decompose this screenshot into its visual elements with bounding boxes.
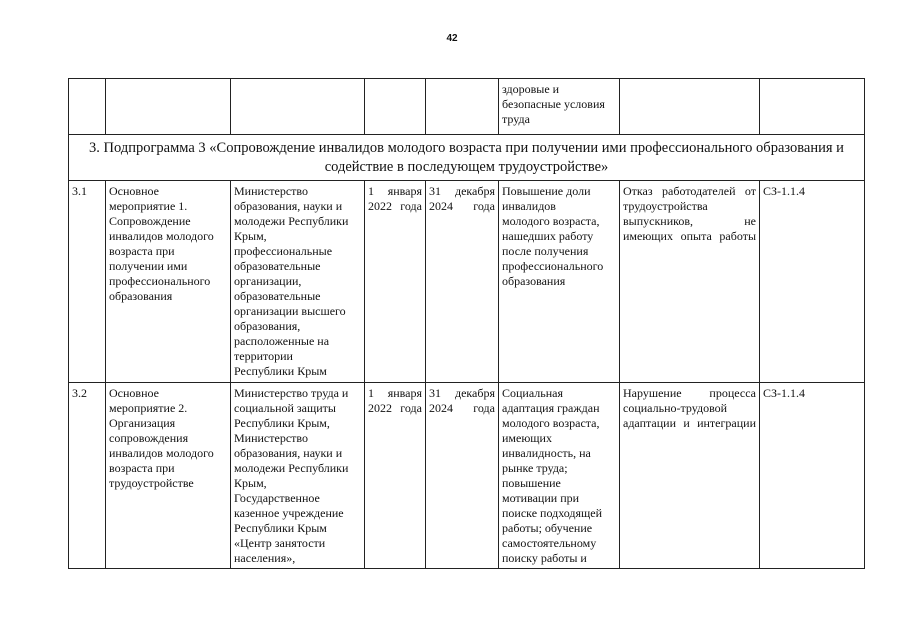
cell-expected-result: Социальная адаптация граждан молодого возраста, имеющих инвалидность, на рынке труда; повышение мотивации при поиске подходящей работы; обучение самостоятельному поиску работы и — [499, 383, 620, 569]
cell-indicator-link — [760, 79, 865, 135]
program-events-table — [68, 78, 865, 569]
cell-executors: Министерство образования, науки и молодежи Республики Крым, профессиональные образовательные организации, образовательные организации высшего образования, расположенные на территории Республики Крым — [231, 181, 365, 383]
cell-event — [106, 79, 231, 135]
cell-executors — [231, 79, 365, 135]
cell-number: 3.2 — [69, 383, 106, 569]
cell-consequences: Отказ работодателей от трудоустройства выпускников, не имеющих опыта работы — [620, 181, 760, 383]
cell-consequences: Нарушение процесса социально-трудовой адаптации и интеграции — [620, 383, 760, 569]
cell-indicator-link: СЗ-1.1.4 — [760, 181, 865, 383]
cell-start-date — [365, 79, 426, 135]
cell-indicator-link: СЗ-1.1.4 — [760, 383, 865, 569]
section-header-row — [69, 135, 865, 181]
cell-start-date: 1 января 2022 года — [365, 383, 426, 569]
cell-number: 3.1 — [69, 181, 106, 383]
cell-end-date: 31 декабря 2024 года — [426, 383, 499, 569]
cell-end-date — [426, 79, 499, 135]
cell-end-date: 31 декабря 2024 года — [426, 181, 499, 383]
table-row-continuation — [69, 79, 865, 135]
cell-event: Основное мероприятие 2. Организация сопровождения инвалидов молодого возраста при трудоустройстве — [106, 383, 231, 569]
cell-expected-result: Повышение доли инвалидов молодого возраста, нашедших работу после получения профессионального образования — [499, 181, 620, 383]
cell-consequences — [620, 79, 760, 135]
table-row — [69, 383, 865, 569]
cell-event: Основное мероприятие 1. Сопровождение инвалидов молодого возраста при получении ими профессионального образования — [106, 181, 231, 383]
cell-expected-result: здоровые и безопасные условия труда — [499, 79, 620, 135]
cell-start-date: 1 января 2022 года — [365, 181, 426, 383]
cell-executors: Министерство труда и социальной защиты Республики Крым, Министерство образования, науки и молодежи Республики Крым, Государственное казенное учреждение Республики Крым «Центр занятости населения», — [231, 383, 365, 569]
page-number: 42 — [446, 33, 458, 44]
table-row — [69, 181, 865, 383]
subprogram-title: 3. Подпрограмма 3 «Сопровождение инвалидов молодого возраста при получении ими профессионального образования и содействие в последующем трудоустройстве» — [69, 135, 865, 181]
cell-number — [69, 79, 106, 135]
